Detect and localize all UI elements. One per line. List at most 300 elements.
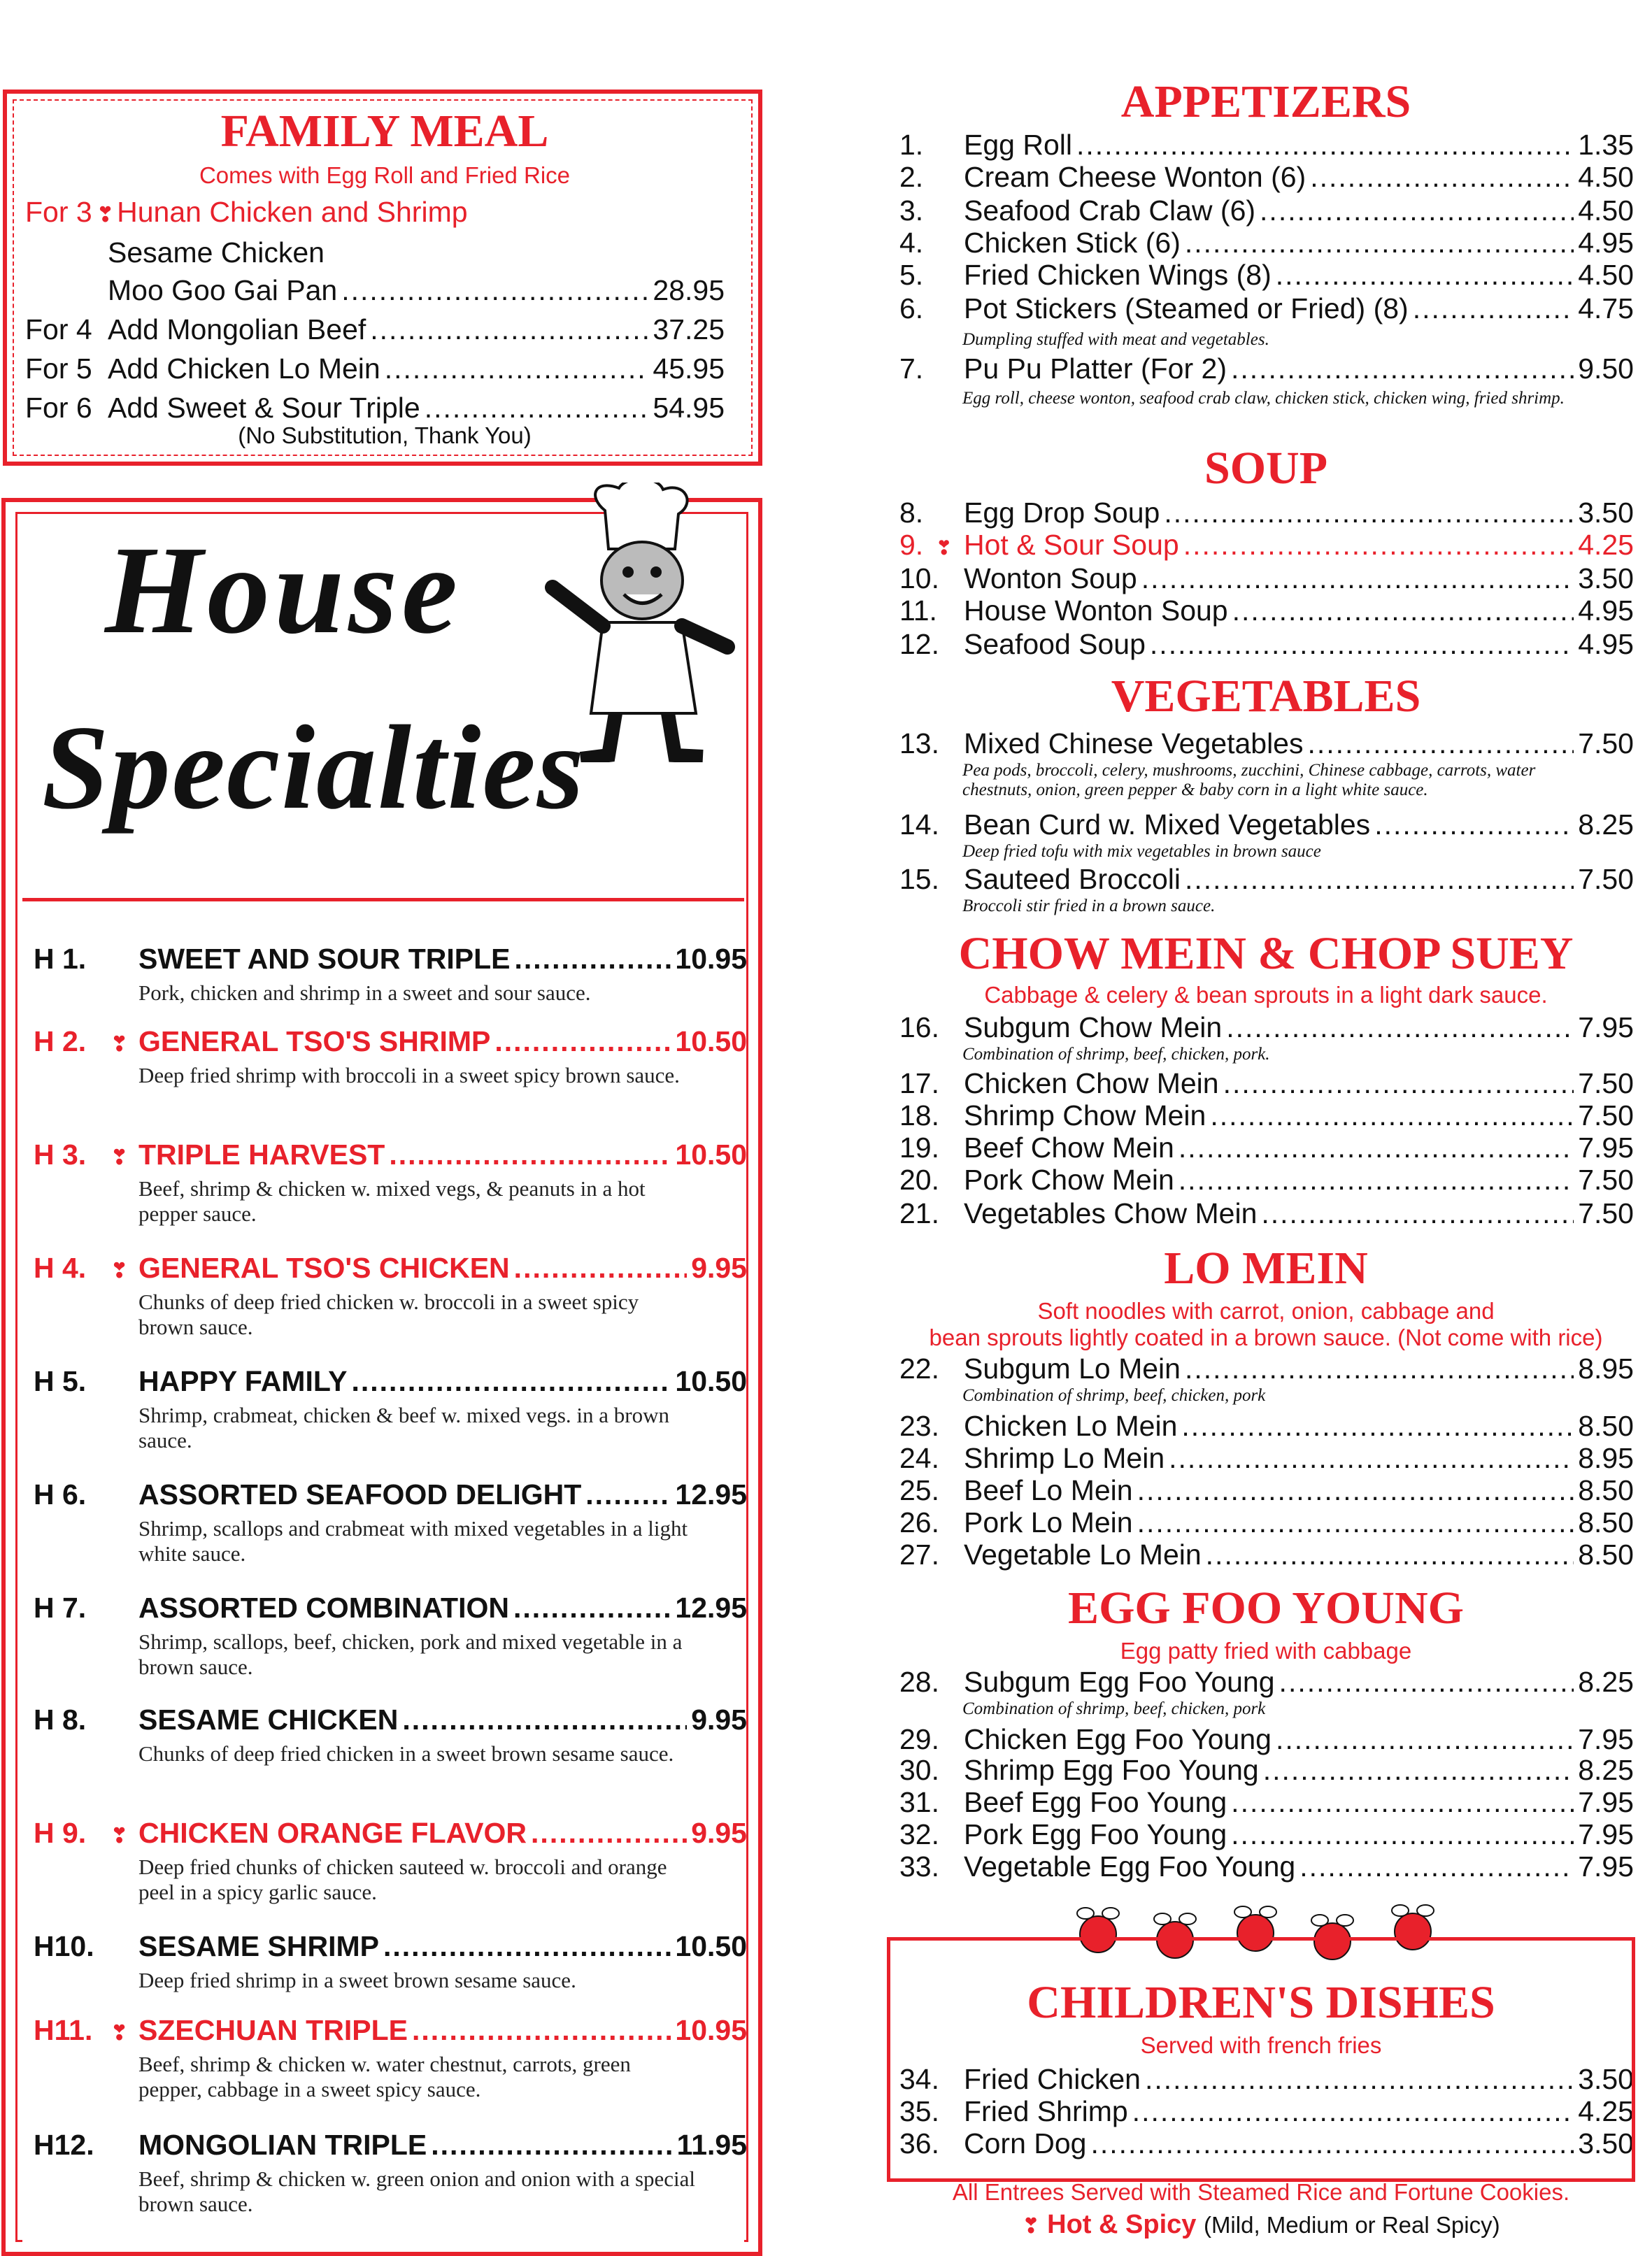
- menu-item-price: 8.25: [1578, 1666, 1634, 1698]
- menu-item-number: 14.: [899, 808, 939, 841]
- spicy-label: Hot & Spicy: [1047, 2210, 1197, 2239]
- menu-item-name: Chicken Lo Mein: [964, 1410, 1178, 1442]
- menu-item-description: Broccoli stir fried in a brown sauce.: [962, 897, 1216, 915]
- menu-item-row: [899, 194, 1634, 227]
- menu-item-name: Bean Curd w. Mixed Vegetables: [964, 808, 1371, 841]
- house-item-price: 10.50: [675, 1365, 747, 1397]
- egg-foo-young-subtitle: Egg patty fried with cabbage: [1120, 1638, 1412, 1664]
- menu-item-row: [899, 129, 1634, 162]
- leader-dots: [1299, 1850, 1574, 1883]
- menu-item-name: Sauteed Broccoli: [964, 863, 1181, 895]
- menu-item-name: Vegetable Egg Foo Young: [964, 1850, 1296, 1883]
- leader-dots: [1137, 1506, 1574, 1539]
- leader-dots: [514, 1252, 688, 1285]
- house-item-name: GENERAL TSO'S CHICKEN: [138, 1252, 510, 1284]
- menu-item-name: Vegetable Lo Mein: [964, 1538, 1202, 1571]
- family-meal-line: [25, 313, 725, 346]
- menu-item-row: [899, 1818, 1634, 1851]
- menu-item-row: [899, 628, 1634, 661]
- spicy-note: (Mild, Medium or Real Spicy): [1203, 2212, 1500, 2238]
- appetizers-title: APPETIZERS: [1120, 76, 1411, 127]
- menu-item-description: Combination of shrimp, beef, chicken, pork: [962, 1386, 1266, 1405]
- family-meal-price: 54.95: [653, 392, 725, 424]
- menu-item-name: Egg Drop Soup: [964, 497, 1160, 529]
- menu-item-name: Pork Lo Mein: [964, 1506, 1133, 1538]
- leader-dots: [1169, 1442, 1574, 1475]
- leader-dots: [1185, 863, 1574, 896]
- house-item-number: H 6.: [34, 1478, 87, 1511]
- menu-item-row: [899, 1131, 1634, 1164]
- menu-item-number: 18.: [899, 1099, 939, 1131]
- family-meal-title: FAMILY MEAL: [220, 106, 549, 157]
- menu-item-number: 11.: [899, 594, 937, 627]
- house-item-row: [34, 1025, 747, 1058]
- spicy-pepper-icon: ❣: [1022, 2215, 1040, 2238]
- menu-item-row: [899, 529, 1634, 562]
- house-item-description: Pork, chicken and shrimp in a sweet and sour sauce.: [138, 980, 591, 1005]
- menu-item-price: 7.95: [1578, 1786, 1634, 1818]
- house-item-description: Chunks of deep fried chicken in a sweet brown sesame sauce.: [138, 1741, 674, 1766]
- house-item-description: Deep fried shrimp with broccoli in a sweet spicy brown sauce.: [138, 1063, 680, 1087]
- menu-item-row: [899, 1506, 1634, 1539]
- house-item-name: TRIPLE HARVEST: [138, 1138, 385, 1171]
- house-item-name: SESAME CHICKEN: [138, 1704, 399, 1736]
- egg-foo-young-title: EGG FOO YOUNG: [1068, 1583, 1464, 1634]
- house-item-price: 10.50: [675, 1930, 747, 1962]
- menu-item-name: Fried Chicken: [964, 2063, 1141, 2095]
- family-meal-size: For 3: [25, 196, 92, 228]
- house-item-number: H 7.: [34, 1592, 87, 1624]
- leader-dots: [585, 1478, 671, 1511]
- menu-item-name: Fried Shrimp: [964, 2095, 1128, 2127]
- spicy-pepper-icon: ❣: [111, 1259, 129, 1283]
- house-item-number: H 8.: [34, 1704, 87, 1736]
- menu-item-number: 26.: [899, 1506, 939, 1538]
- menu-item-name: Mixed Chinese Vegetables: [964, 727, 1304, 759]
- leader-dots: [1231, 1818, 1574, 1851]
- children-title: CHILDREN'S DISHES: [1027, 1977, 1495, 2028]
- menu-item-description: Dumpling stuffed with meat and vegetables.: [962, 330, 1269, 349]
- house-item-name: MONGOLIAN TRIPLE: [138, 2129, 427, 2161]
- leader-dots: [351, 1365, 671, 1398]
- menu-item-number: 2.: [899, 161, 924, 193]
- menu-item-number: 25.: [899, 1474, 939, 1506]
- menu-item-number: 9.: [899, 529, 924, 561]
- spicy-pepper-icon: ❣: [111, 1033, 129, 1056]
- house-item-row: [34, 1478, 747, 1511]
- menu-item-number: 33.: [899, 1850, 939, 1883]
- leader-dots: [1185, 1352, 1574, 1385]
- menu-item-number: 15.: [899, 863, 939, 895]
- leader-dots: [383, 1930, 671, 1963]
- menu-item-name: Shrimp Egg Foo Young: [964, 1754, 1259, 1786]
- menu-item-number: 23.: [899, 1410, 939, 1442]
- menu-item-price: 8.50: [1578, 1474, 1634, 1506]
- menu-item-row: [899, 1352, 1634, 1385]
- menu-item-row: [899, 863, 1634, 896]
- menu-item-row: [899, 1538, 1634, 1571]
- house-item-description: Deep fried chunks of chicken sauteed w. broccoli and orange peel in a spicy garlic sauce.: [138, 1855, 667, 1904]
- leader-dots: [1260, 194, 1574, 227]
- menu-item-number: 6.: [899, 292, 924, 324]
- menu-item-price: 7.95: [1578, 1011, 1634, 1043]
- leader-dots: [1141, 562, 1574, 595]
- menu-item-number: 31.: [899, 1786, 939, 1818]
- menu-item-number: 21.: [899, 1197, 939, 1229]
- leader-dots: [1310, 161, 1574, 194]
- family-meal-subtitle: Comes with Egg Roll and Fried Rice: [199, 162, 571, 188]
- menu-item-number: 30.: [899, 1754, 939, 1786]
- family-meal-note: (No Substitution, Thank You): [238, 422, 532, 448]
- house-item-number: H11.: [34, 2014, 93, 2046]
- menu-item-number: 27.: [899, 1538, 939, 1571]
- menu-item-price: 8.50: [1578, 1538, 1634, 1571]
- family-meal-price: 28.95: [653, 274, 725, 306]
- leader-dots: [370, 313, 648, 346]
- menu-item-name: Cream Cheese Wonton (6): [964, 161, 1306, 193]
- leader-dots: [1231, 1786, 1574, 1819]
- leader-dots: [1206, 1538, 1574, 1571]
- menu-item-name: Egg Roll: [964, 129, 1072, 161]
- leader-dots: [494, 1025, 671, 1058]
- menu-item-price: 4.95: [1578, 628, 1634, 660]
- family-meal-price: 37.25: [653, 313, 725, 345]
- menu-item-row: [899, 497, 1634, 529]
- menu-item-name: Beef Chow Mein: [964, 1131, 1174, 1164]
- family-meal-item: Sesame Chicken: [108, 236, 325, 269]
- menu-item-number: 10.: [899, 562, 939, 594]
- menu-item-price: 4.50: [1578, 194, 1634, 227]
- menu-item-price: 7.50: [1578, 1067, 1634, 1099]
- spicy-pepper-icon: ❣: [111, 1146, 129, 1169]
- house-item-price: 9.95: [691, 1704, 747, 1736]
- menu-item-price: 1.35: [1578, 129, 1634, 161]
- leader-dots: [1150, 628, 1574, 661]
- spicy-legend: [887, 2210, 1635, 2240]
- menu-item-number: 1.: [899, 129, 924, 161]
- menu-item-price: 3.50: [1578, 2063, 1634, 2095]
- menu-item-number: 29.: [899, 1723, 939, 1755]
- family-meal-line: [25, 352, 725, 385]
- chow-mein-subtitle: Cabbage & celery & bean sprouts in a light dark sauce.: [984, 982, 1548, 1008]
- leader-dots: [402, 1704, 687, 1736]
- house-item-price: 10.50: [675, 1138, 747, 1171]
- house-item-row: [34, 943, 747, 976]
- menu-item-description: Egg roll, cheese wonton, seafood crab claw, chicken stick, chicken wing, fried shrimp.: [962, 389, 1565, 408]
- house-item-row: [34, 1930, 747, 1963]
- house-item-description: Beef, shrimp & chicken w. water chestnut, carrots, green pepper, cabbage in a sweet spicy sauce.: [138, 2052, 631, 2101]
- menu-item-price: 8.25: [1578, 1754, 1634, 1786]
- family-meal-line: [25, 196, 725, 229]
- house-item-number: H 3.: [34, 1138, 87, 1171]
- spicy-pepper-icon: ❣: [97, 204, 115, 227]
- leader-dots: [1279, 1666, 1574, 1699]
- menu-item-row: [899, 1067, 1634, 1100]
- leader-dots: [1263, 1754, 1574, 1787]
- menu-item-price: 7.50: [1578, 1164, 1634, 1196]
- house-item-number: H 5.: [34, 1365, 87, 1397]
- house-item-description: Deep fried shrimp in a sweet brown sesame sauce.: [138, 1968, 576, 1992]
- menu-item-number: 19.: [899, 1131, 939, 1164]
- menu-item-row: [899, 227, 1634, 259]
- menu-item-name: Chicken Stick (6): [964, 227, 1181, 259]
- menu-item-name: Subgum Chow Mein: [964, 1011, 1223, 1043]
- menu-item-name: Fried Chicken Wings (8): [964, 259, 1272, 291]
- menu-item-number: 28.: [899, 1666, 939, 1698]
- menu-item-name: Seafood Crab Claw (6): [964, 194, 1256, 227]
- menu-item-number: 5.: [899, 259, 924, 291]
- menu-item-price: 8.95: [1578, 1442, 1634, 1474]
- menu-item-row: [899, 352, 1634, 385]
- leader-dots: [1179, 1164, 1574, 1197]
- leader-dots: [425, 392, 649, 424]
- menu-item-number: 35.: [899, 2095, 939, 2127]
- house-item-number: H10.: [34, 1930, 94, 1962]
- menu-item-row: [899, 1723, 1634, 1756]
- menu-item-name: Vegetables Chow Mein: [964, 1197, 1258, 1229]
- house-item-row: [34, 1817, 747, 1850]
- menu-item-row: [899, 292, 1634, 325]
- menu-item-price: 4.95: [1578, 594, 1634, 627]
- house-item-name: CHICKEN ORANGE FLAVOR: [138, 1817, 527, 1849]
- leader-dots: [1232, 594, 1574, 627]
- menu-item-row: [899, 1442, 1634, 1475]
- menu-item-name: Shrimp Lo Mein: [964, 1442, 1165, 1474]
- house-item-price: 12.95: [675, 1478, 747, 1511]
- spicy-pepper-icon: ❣: [111, 1825, 129, 1848]
- menu-item-name: Chicken Egg Foo Young: [964, 1723, 1272, 1755]
- house-item-number: H 1.: [34, 943, 87, 975]
- menu-item-description: Combination of shrimp, beef, chicken, pork: [962, 1699, 1266, 1718]
- house-item-number: H 4.: [34, 1252, 87, 1284]
- menu-item-row: [899, 1099, 1634, 1132]
- house-item-description: Shrimp, crabmeat, chicken & beef w. mixed vegs. in a brown sauce.: [138, 1403, 669, 1452]
- menu-item-name: Corn Dog: [964, 2127, 1087, 2159]
- menu-item-row: [899, 594, 1634, 627]
- menu-item-row: [899, 1754, 1634, 1787]
- house-item-row: [34, 1252, 747, 1285]
- menu-item-name: Pot Stickers (Steamed or Fried) (8): [964, 292, 1409, 324]
- menu-item-description: Deep fried tofu with mix vegetables in brown sauce: [962, 842, 1321, 861]
- menu-item-name: House Wonton Soup: [964, 594, 1228, 627]
- menu-item-price: 4.50: [1578, 259, 1634, 291]
- menu-item-price: 3.50: [1578, 562, 1634, 594]
- children-box: [887, 1937, 1635, 2182]
- leader-dots: [1076, 129, 1574, 162]
- menu-item-name: Beef Egg Foo Young: [964, 1786, 1227, 1818]
- children-subtitle: Served with french fries: [1140, 2032, 1382, 2058]
- menu-item-price: 4.25: [1578, 2095, 1634, 2127]
- menu-item-name: Pu Pu Platter (For 2): [964, 352, 1227, 385]
- leader-dots: [385, 352, 649, 385]
- menu-item-description: Combination of shrimp, beef, chicken, pork.: [962, 1045, 1270, 1064]
- house-item-row: [34, 2129, 747, 2162]
- menu-item-name: Hot & Sour Soup: [964, 529, 1179, 561]
- family-meal-size: For 6: [25, 392, 92, 424]
- vegetables-title: VEGETABLES: [1111, 671, 1421, 722]
- leader-dots: [513, 1592, 671, 1625]
- house-item-number: H12.: [34, 2129, 94, 2161]
- menu-item-name: Pork Egg Foo Young: [964, 1818, 1227, 1850]
- menu-item-number: 8.: [899, 497, 924, 529]
- menu-item-price: 3.50: [1578, 2127, 1634, 2159]
- menu-item-number: 13.: [899, 727, 939, 759]
- menu-item-price: 8.25: [1578, 808, 1634, 841]
- menu-item-name: Seafood Soup: [964, 628, 1146, 660]
- house-item-row: [34, 1704, 747, 1736]
- menu-item-name: Shrimp Chow Mein: [964, 1099, 1206, 1131]
- leader-dots: [431, 2129, 672, 2162]
- menu-item-number: 24.: [899, 1442, 939, 1474]
- leader-dots: [1261, 1197, 1574, 1230]
- family-meal-item: Add Mongolian Beef: [108, 313, 366, 345]
- menu-item-price: 3.50: [1578, 497, 1634, 529]
- leader-dots: [1181, 1410, 1574, 1443]
- family-meal-item: Hunan Chicken and Shrimp: [117, 196, 468, 228]
- menu-item-row: [899, 1666, 1634, 1699]
- house-item-row: [34, 2014, 747, 2047]
- leader-dots: [1276, 259, 1574, 292]
- menu-item-row: [899, 808, 1634, 841]
- leader-dots: [1185, 227, 1574, 259]
- menu-item-row: [899, 1786, 1634, 1819]
- house-item-description: Shrimp, scallops, beef, chicken, pork and mixed vegetable in a brown sauce.: [138, 1629, 683, 1679]
- menu-item-price: 9.50: [1578, 352, 1634, 385]
- menu-item-number: 7.: [899, 352, 924, 385]
- leader-dots: [1223, 1067, 1574, 1100]
- menu-item-price: 7.50: [1578, 1197, 1634, 1229]
- soup-title: SOUP: [1204, 443, 1328, 494]
- menu-item-number: 12.: [899, 628, 939, 660]
- leader-dots: [1231, 352, 1574, 385]
- menu-item-description: Pea pods, broccoli, celery, mushrooms, zucchini, Chinese cabbage, carrots, water chestnuts, onion, green pepper & baby corn in a light white sauce.: [962, 761, 1536, 799]
- house-item-price: 10.95: [675, 943, 747, 975]
- family-meal-line: [25, 274, 725, 307]
- menu-item-price: 7.95: [1578, 1131, 1634, 1164]
- leader-dots: [515, 943, 671, 976]
- house-item-row: [34, 1592, 747, 1625]
- family-meal-price: 45.95: [653, 352, 725, 385]
- house-divider: [22, 898, 744, 901]
- menu-item-price: 4.50: [1578, 161, 1634, 193]
- menu-item-number: 20.: [899, 1164, 939, 1196]
- house-item-name: SESAME SHRIMP: [138, 1930, 379, 1962]
- lo-mein-subtitle-1: Soft noodles with carrot, onion, cabbage and: [1037, 1298, 1495, 1324]
- menu-item-row: [899, 259, 1634, 292]
- leader-dots: [1179, 1131, 1574, 1164]
- house-item-price: 12.95: [675, 1592, 747, 1624]
- menu-item-price: 4.95: [1578, 227, 1634, 259]
- menu-item-price: 7.95: [1578, 1818, 1634, 1850]
- menu-item-name: Wonton Soup: [964, 562, 1137, 594]
- spicy-pepper-icon: ❣: [936, 537, 953, 559]
- spicy-pepper-icon: ❣: [111, 2022, 129, 2045]
- leader-dots: [531, 1817, 687, 1850]
- lo-mein-subtitle-2: bean sprouts lightly coated in a brown sauce. (Not come with rice): [929, 1325, 1603, 1350]
- house-item-description: Beef, shrimp & chicken w. green onion and onion with a special brown sauce.: [138, 2166, 696, 2216]
- house-item-number: H 9.: [34, 1817, 87, 1849]
- house-item-price: 11.95: [676, 2129, 747, 2161]
- menu-item-row: [899, 562, 1634, 595]
- house-item-name: SZECHUAN TRIPLE: [138, 2014, 408, 2046]
- lo-mein-title: LO MEIN: [1164, 1243, 1368, 1294]
- menu-item-name: Chicken Chow Mein: [964, 1067, 1219, 1099]
- family-meal-size: For 4: [25, 313, 92, 345]
- house-item-price: 10.50: [675, 1025, 747, 1057]
- menu-item-price: 8.50: [1578, 1506, 1634, 1538]
- menu-item-number: 36.: [899, 2127, 939, 2159]
- menu-item-price: 7.95: [1578, 1723, 1634, 1755]
- house-item-price: 9.95: [691, 1252, 747, 1284]
- chef-illustration: [539, 483, 741, 762]
- menu-item-price: 7.50: [1578, 727, 1634, 759]
- house-title-line1: House: [105, 520, 462, 659]
- family-meal-item: Add Sweet & Sour Triple: [108, 392, 420, 424]
- menu-item-price: 7.50: [1578, 863, 1634, 895]
- menu-item-number: 3.: [899, 194, 924, 227]
- house-item-description: Chunks of deep fried chicken w. broccoli in a sweet spicy brown sauce.: [138, 1290, 639, 1339]
- family-meal-line: [25, 236, 725, 269]
- chow-mein-title: CHOW MEIN & CHOP SUEY: [958, 928, 1574, 979]
- menu-item-row: [899, 1197, 1634, 1230]
- menu-item-price: 7.50: [1578, 1099, 1634, 1131]
- house-item-name: GENERAL TSO'S SHRIMP: [138, 1025, 491, 1057]
- leader-dots: [1374, 808, 1574, 841]
- house-item-name: HAPPY FAMILY: [138, 1365, 348, 1397]
- menu-item-name: Subgum Egg Foo Young: [964, 1666, 1275, 1698]
- house-item-description: Beef, shrimp & chicken w. mixed vegs, & peanuts in a hot pepper sauce.: [138, 1176, 646, 1226]
- house-item-number: H 2.: [34, 1025, 87, 1057]
- menu-item-row: [899, 161, 1634, 194]
- house-title-line2: Specialties: [42, 701, 585, 834]
- leader-dots: [1413, 292, 1574, 325]
- menu-item-price: 7.95: [1578, 1850, 1634, 1883]
- leader-dots: [389, 1138, 671, 1171]
- menu-item-name: Beef Lo Mein: [964, 1474, 1133, 1506]
- menu-item-row: [899, 727, 1634, 760]
- house-item-name: SWEET AND SOUR TRIPLE: [138, 943, 511, 975]
- leader-dots: [341, 274, 648, 307]
- menu-item-row: [899, 1011, 1634, 1044]
- menu-item-row: [899, 1850, 1634, 1883]
- leader-dots: [1164, 497, 1574, 529]
- house-item-name: ASSORTED COMBINATION: [138, 1592, 509, 1624]
- menu-item-row: [899, 1164, 1634, 1197]
- family-meal-line: [25, 392, 725, 424]
- menu-item-number: 16.: [899, 1011, 939, 1043]
- menu-item-row: [899, 1474, 1634, 1507]
- menu-item-number: 32.: [899, 1818, 939, 1850]
- house-item-row: [34, 1138, 747, 1171]
- house-item-price: 9.95: [691, 1817, 747, 1849]
- family-meal-item: Add Chicken Lo Mein: [108, 352, 380, 385]
- menu-item-price: 8.95: [1578, 1352, 1634, 1385]
- leader-dots: [1210, 1099, 1574, 1132]
- house-item-price: 10.95: [675, 2014, 747, 2046]
- menu-item-number: 17.: [899, 1067, 939, 1099]
- footer-note: All Entrees Served with Steamed Rice and Fortune Cookies.: [952, 2179, 1570, 2205]
- menu-item-row: [899, 1410, 1634, 1443]
- menu-item-price: 4.25: [1578, 529, 1634, 561]
- leader-dots: [412, 2014, 671, 2047]
- leader-dots: [1226, 1011, 1574, 1044]
- leader-dots: [1276, 1723, 1574, 1756]
- menu-item-price: 8.50: [1578, 1410, 1634, 1442]
- house-item-name: ASSORTED SEAFOOD DELIGHT: [138, 1478, 582, 1511]
- menu-item-number: 22.: [899, 1352, 939, 1385]
- leader-dots: [1307, 727, 1574, 760]
- menu-item-name: Pork Chow Mein: [964, 1164, 1174, 1196]
